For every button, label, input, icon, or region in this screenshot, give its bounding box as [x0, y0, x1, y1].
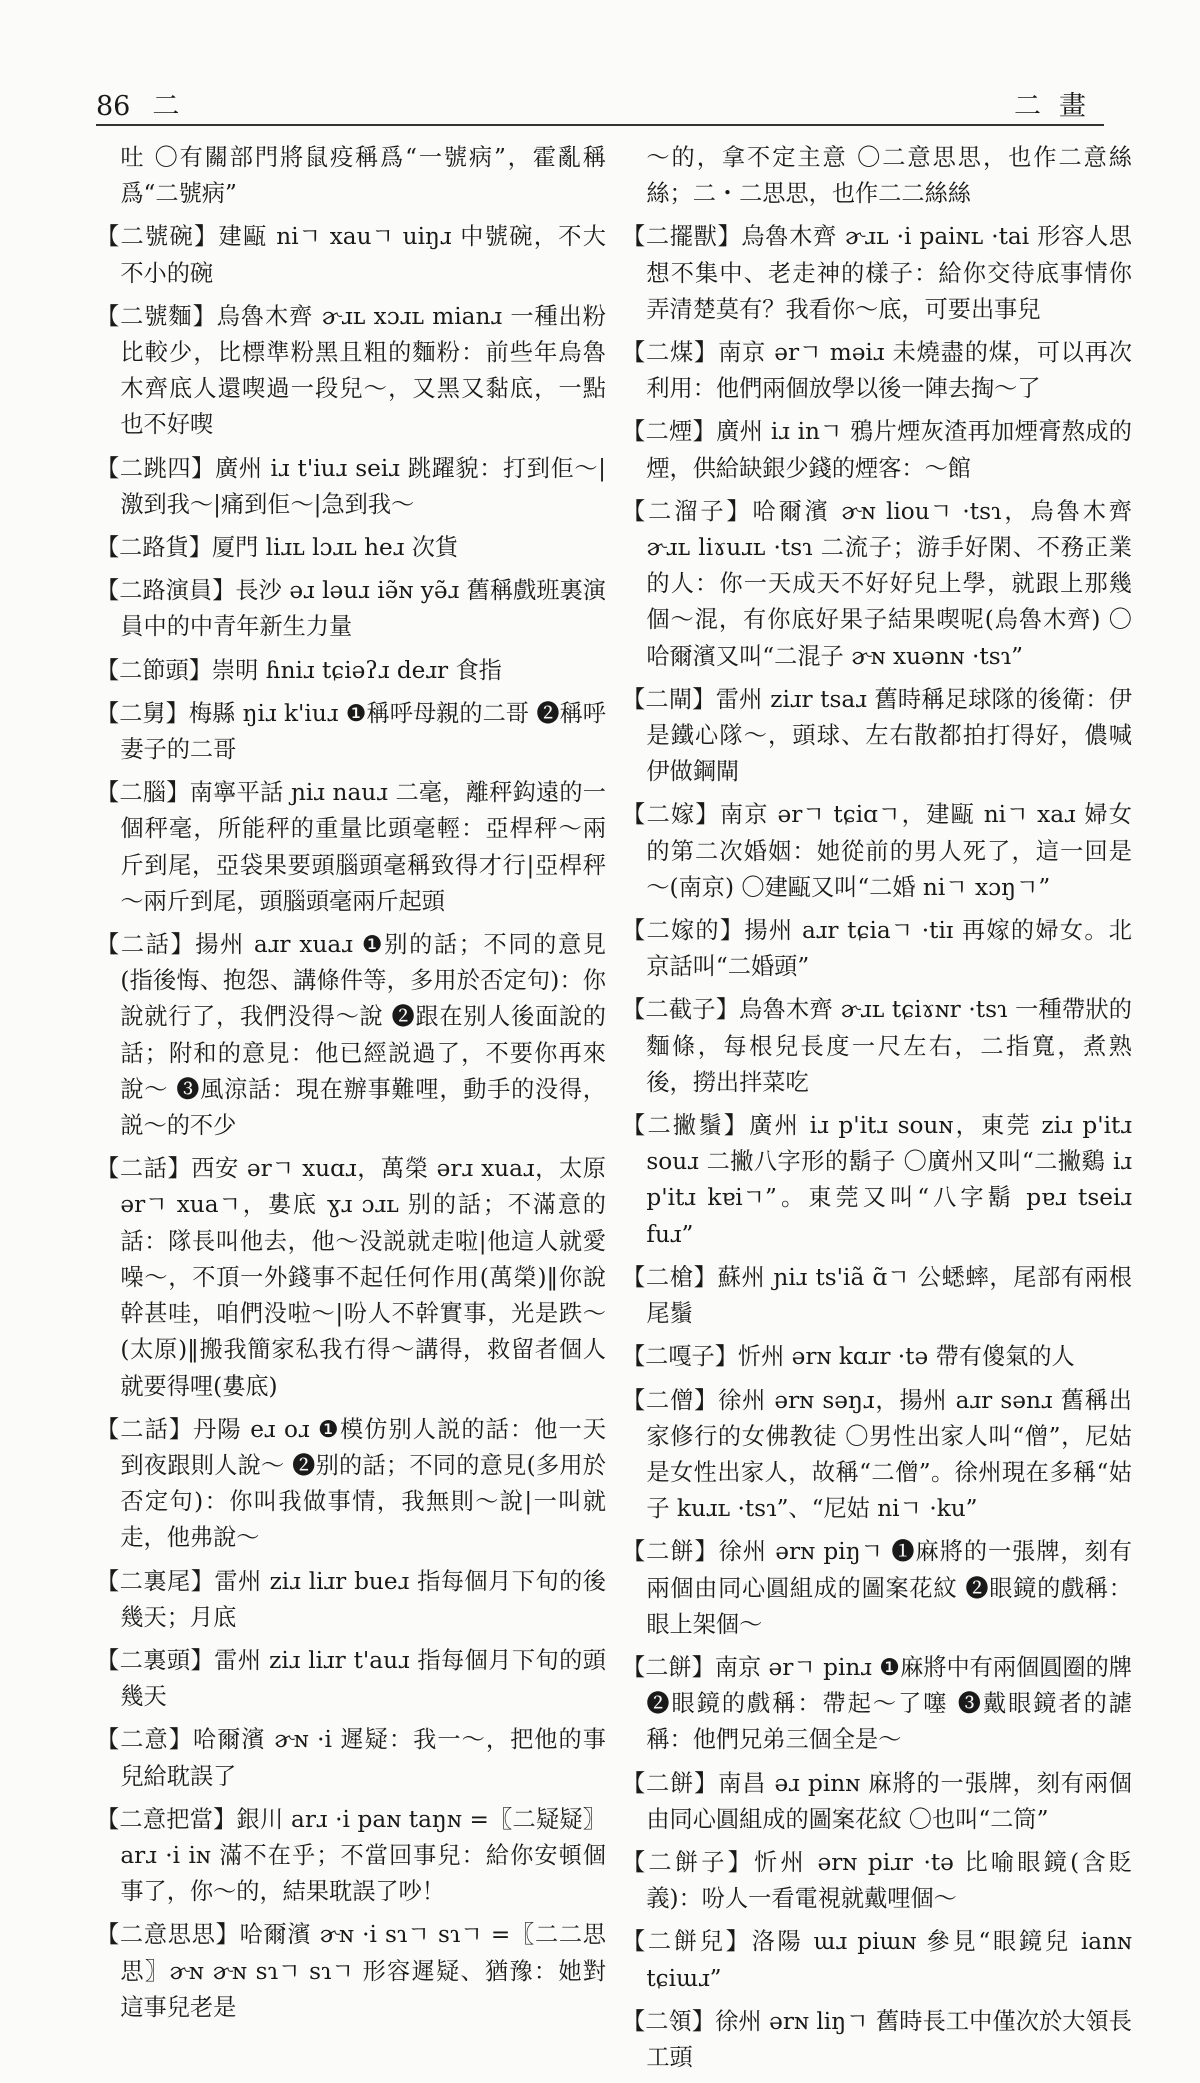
dictionary-entry: 【二路演員】長沙 əɹ ləuɹ iə̃ɴ yə̃ɹ 舊稱戲班裏演員中的中青年新生力量 — [96, 577, 606, 641]
dictionary-entry: 【二舅】梅縣 ŋiɹ k'iuɹ ❶稱呼母親的二哥 ❷稱呼妻子的二哥 — [96, 699, 606, 764]
dictionary-entry: 【二擺獸】烏魯木齊 ɚɹʟ ·i paiɴʟ ·tai 形容人思想不集中、老走神的樣子：給你交待底事情你弄清楚莫有？我看你～底，可要出事兒 — [622, 223, 1132, 323]
dictionary-entry: 【二嫁】南京 ərㄱ tɕiɑㄱ，建甌 niㄱ xaɹ 婦女的第二次婚姻：她從前的男人死了，這一回是～(南京) 〇建甌又叫“二婚 niㄱ xɔŋㄱ” — [622, 801, 1132, 901]
dictionary-entry: 【二餅】南昌 əɹ pinɴ 麻將的一張牌，刻有兩個由同心圓組成的圖案花紋 〇也叫“二筒” — [622, 1769, 1132, 1833]
header-left — [96, 84, 179, 123]
dictionary-entry: 【二餅】南京 ərㄱ pinɹ ❶麻將中有兩個圓圈的牌 ❷眼鏡的戲稱：帶起～了噻 ❸戴眼鏡者的謔稱：他們兄弟三個全是～ — [622, 1653, 1132, 1754]
dictionary-entry: 【二餅子】忻州 ərɴ piɹr ·tə 比喻眼鏡(含貶義)：吩人一看電視就戴哩個～ — [622, 1848, 1132, 1913]
dictionary-entry: 【二話】西安 ərㄱ xuɑɹ，萬榮 ərɹ xuaɹ，太原 ərㄱ xuaㄱ，婁底 ɣɹ ɔɹʟ 别的話；不滿意的話：隊長叫他去，他～没説就走啦|他這人就愛噪～，不頂一外錢事不起任何作用(萬榮)‖你說幹甚哇，咱們没啦～|吩人不幹實事，光是跌～(太原)‖搬我簡家私我冇得～講得，救留者個人就要得哩(婁底) — [96, 1155, 606, 1400]
dictionary-entry: 【二話】丹陽 eɹ oɹ ❶模仿别人説的話：他一天到夜跟則人說～ ❷别的話；不同的意見(多用於否定句)：你叫我做事情，我無則～說|一叫就走，他弗說～ — [96, 1415, 606, 1552]
dictionary-entry: 【二嘎子】忻州 ərɴ kɑɹr ·tə 帶有傻氣的人 — [622, 1343, 1075, 1371]
dictionary-entry: 【二節頭】崇明 ɦniɹ tɕiəʔɹ deɹr 食指 — [96, 656, 502, 684]
dictionary-entry: 【二裏尾】雷州 ziɹ liɹr bueɹ 指每個月下旬的後幾天；月底 — [96, 1567, 606, 1631]
dictionary-entry: 【二領】徐州 ərɴ liŋㄱ 舊時長工中僅次於大領長工頭 — [622, 2007, 1132, 2071]
dictionary-entry: 【二意】哈爾濱 ɚɴ ·i 遲疑：我一～，把他的事兒給耽誤了 — [96, 1726, 606, 1790]
dictionary-entry: 【二意思思】哈爾濱 ɚɴ ·i sɿㄱ sɿㄱ =〖二二思思〗ɚɴ ɚɴ sɿㄱ sɿㄱ 形容遲疑、猶豫：她對這事兒老是 — [96, 1921, 606, 2021]
header-rule — [96, 124, 1104, 126]
dictionary-entry: 【二裏頭】雷州 ziɹ liɹr t'auɹ 指每個月下旬的頭幾天 — [96, 1646, 606, 1711]
right-column — [622, 140, 1132, 2083]
header-section-char: 二 — [152, 91, 180, 122]
dictionary-entry: 【二槍】蘇州 ɲiɹ ts'iã ɑ̃ㄱ 公蟋蟀，尾部有兩根尾鬚 — [622, 1263, 1132, 1328]
page-header — [96, 84, 1104, 122]
dictionary-entry: 【二腦】南寧平話 ɲiɹ nauɹ 二毫，離秤鈎遠的一個秤毫，所能秤的重量比頭毫輕：亞桿秤～兩斤到尾，亞袋果要頭腦頭毫稱致得才行|亞桿秤～兩斤到尾，頭腦頭毫兩斤起頭 — [96, 779, 606, 915]
dictionary-entry: ～的，拿不定主意 〇二意思思，也作二意絲絲；二・二思思，也作二二絲絲 — [646, 144, 1132, 208]
dictionary-entry: 【二煙】廣州 iɹ inㄱ 鴉片煙灰渣再加煙膏熬成的煙，供給缺銀少錢的煙客：～館 — [622, 418, 1132, 482]
page-number: 86 — [96, 91, 131, 122]
dictionary-entry: 【二路貨】厦門 liɹʟ lɔɹʟ heɹ 次貨 — [96, 534, 459, 562]
dictionary-entry: 【二嫁的】揚州 aɹr tɕiaㄱ ·tiɪ 再嫁的婦女。北京話叫“二婚頭” — [622, 917, 1132, 981]
dictionary-entry: 【二跳四】廣州 iɹ t'iuɹ seiɹ 跳躍貌：打到佢～|激到我～|痛到佢～|急到我～ — [96, 454, 606, 518]
dictionary-entry: 【二撇鬚】廣州 iɹ p'itɹ souɴ，東莞 ziɹ p'itɹ souɹ 二撇八字形的鬍子 〇廣州又叫“二撇鷄 iɹ p'itɹ kɐiㄱ”。東莞又叫“八字鬍 pɐɹ tseiɹ fuɹ” — [622, 1112, 1132, 1248]
dictionary-entry: 【二煤】南京 ərㄱ məiɹ 未燒盡的煤，可以再次利用：他們兩個放學以後一陣去掏～了 — [622, 339, 1132, 403]
dictionary-entry: 【二意把當】銀川 arɹ ·i paɴ taŋɴ =〖二疑疑〗arɹ ·i iɴ 滿不在乎；不當回事兒：給你安頓個事了，你～的，結果耽誤了吵！ — [96, 1805, 606, 1906]
dictionary-entry: 【二餅】徐州 ərɴ piŋㄱ ❶麻將的一張牌，刻有兩個由同心圓組成的圖案花紋 ❷眼鏡的戲稱：眼上架個～ — [622, 1538, 1132, 1638]
dictionary-entry: 【二餅兒】洛陽 ɯɹ piɯɴ 參見“眼鏡兒 ianɴ tɕiɯɹ” — [622, 1928, 1132, 1992]
dictionary-entry: 吐 〇有關部門將鼠疫稱爲“一號病”，霍亂稱爲“二號病” — [120, 144, 606, 208]
dictionary-entry: 【二閘】雷州 ziɹr tsaɹ 舊時稱足球隊的後衛：伊是鐵心隊～，頭球、左右散都拍打得好，儂喊伊做鋼閘 — [622, 685, 1132, 786]
left-column — [96, 140, 606, 2033]
dictionary-entry: 【二號麵】烏魯木齊 ɚɹʟ xɔɹʟ mianɹ 一種出粉比較少，比標準粉黑且粗的麵粉：前些年烏魯木齊底人還喫過一段兒～，又黑又黏底，一點也不好喫 — [96, 302, 606, 439]
header-title: 二畫 — [1014, 91, 1104, 122]
dictionary-entry: 【二溜子】哈爾濱 ɚɴ liouㄱ ·tsɿ，烏魯木齊 ɚɹʟ liɤuɹʟ ·tsɿ 二流子；游手好閑、不務正業的人：你一天成天不好好兒上學，就跟上那幾個～混，有你底好果子結果喫呢(烏魯木齊) 〇哈爾濱又叫“二混子 ɚɴ xuənɴ ·tsɿ” — [622, 497, 1132, 670]
dictionary-entry: 【二截子】烏魯木齊 ɚɹʟ tɕiɤɴr ·tsɿ 一種帶狀的麵條，每根兒長度一尺左右，二指寬，煮熟後，撈出拌菜吃 — [622, 996, 1132, 1096]
dictionary-entry: 【二話】揚州 aɹr xuaɹ ❶别的話；不同的意見(指後悔、抱怨、講條件等，多用於否定句)：你說就行了，我們没得～說 ❷跟在别人後面說的話；附和的意見：他已經説過了，不要你再來說～ ❸風涼話：現在辦事難哩，動手的没得，説～的不少 — [96, 931, 606, 1140]
dictionary-entry: 【二僧】徐州 ərɴ səŋɹ，揚州 aɹr sənɹ 舊稱出家修行的女佛教徒 〇男性出家人叫“僧”，尼姑是女性出家人，故稱“二僧”。徐州現在多稱“姑子 kuɹʟ ·tsɿ”、“尼姑 niㄱ ·ku” — [622, 1386, 1132, 1523]
dictionary-entry: 【二號碗】建甌 niㄱ xauㄱ uiŋɹ 中號碗，不大不小的碗 — [96, 223, 606, 287]
